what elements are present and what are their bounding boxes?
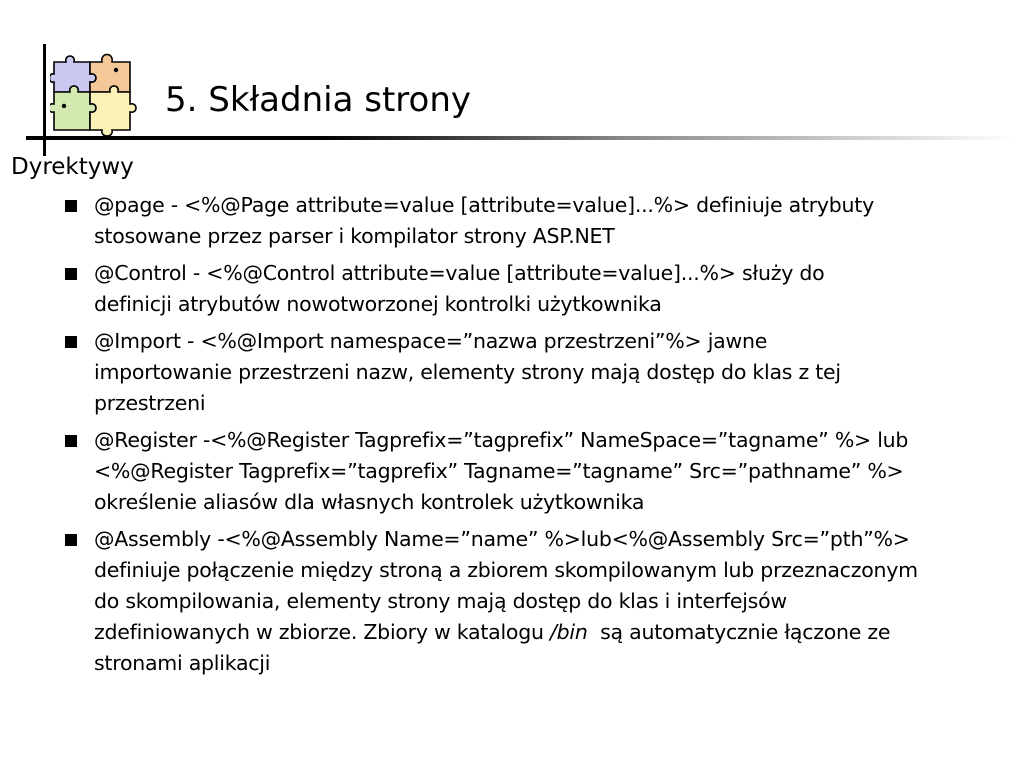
bullet-line: określenie aliasów dla własnych kontrolek użytkownika: [94, 490, 645, 514]
bin-folder-text: /bin: [549, 620, 588, 644]
bullet-line: stosowane przez parser i kompilator strony ASP.NET: [94, 224, 615, 248]
puzzle-piece-bottom-left: [50, 86, 96, 130]
bullet-line: [94, 617, 1018, 648]
bullet-line: @page - <%@Page attribute=value [attribute=value]...%> definiuje atrybuty: [94, 193, 874, 217]
bullet-line: @Assembly -<%@Assembly Name=”name” %>lub<%@Assembly Src=”pth”%>: [94, 527, 910, 551]
square-bullet-icon: [65, 200, 77, 212]
puzzle-piece-bottom-right: [90, 86, 136, 136]
slide-title: 5. Składnia strony: [165, 80, 471, 120]
bullet-line: definicji atrybutów nowotworzonej kontrolki użytkownika: [94, 292, 662, 316]
title-horizontal-rule: [26, 136, 1016, 140]
section-heading: Dyrektywy: [11, 154, 134, 180]
bullet-list: [64, 190, 1018, 685]
puzzle-icon: [50, 40, 140, 136]
bullet-item-register: [64, 425, 1018, 518]
bullet-line: definiuje połączenie między stroną a zbiorem skompilowanym lub przeznaczonym: [94, 558, 918, 582]
bullet-text: zdefiniowanych w zbiorze. Zbiory w katalogu: [94, 620, 550, 644]
bullet-line: @Control - <%@Control attribute=value [attribute=value]...%> służy do: [94, 261, 825, 285]
bullet-item-control: [64, 258, 1018, 320]
bullet-line: <%@Register Tagprefix=”tagprefix” Tagname=”tagname” Src=”pathname” %>: [94, 459, 904, 483]
bullet-line: @Import - <%@Import namespace=”nazwa przestrzeni”%> jawne: [94, 329, 768, 353]
square-bullet-icon: [65, 534, 77, 546]
bullet-line: przestrzeni: [94, 391, 206, 415]
square-bullet-icon: [65, 336, 77, 348]
bullet-item-page: [64, 190, 1018, 252]
puzzle-piece-top-right: [90, 55, 130, 93]
bullet-item-import: [64, 326, 1018, 419]
square-bullet-icon: [65, 268, 77, 280]
bullet-line: importowanie przestrzeni nazw, elementy strony mają dostęp do klas z tej: [94, 360, 841, 384]
square-bullet-icon: [65, 435, 77, 447]
bullet-item-assembly: [64, 524, 1018, 679]
bullet-line: do skompilowania, elementy strony mają dostęp do klas i interfejsów: [94, 589, 787, 613]
bullet-line: stronami aplikacji: [94, 651, 271, 675]
bullet-text: są automatycznie łączone ze: [587, 620, 891, 644]
bullet-line: @Register -<%@Register Tagprefix=”tagprefix” NameSpace=”tagname” %> lub: [94, 428, 909, 452]
